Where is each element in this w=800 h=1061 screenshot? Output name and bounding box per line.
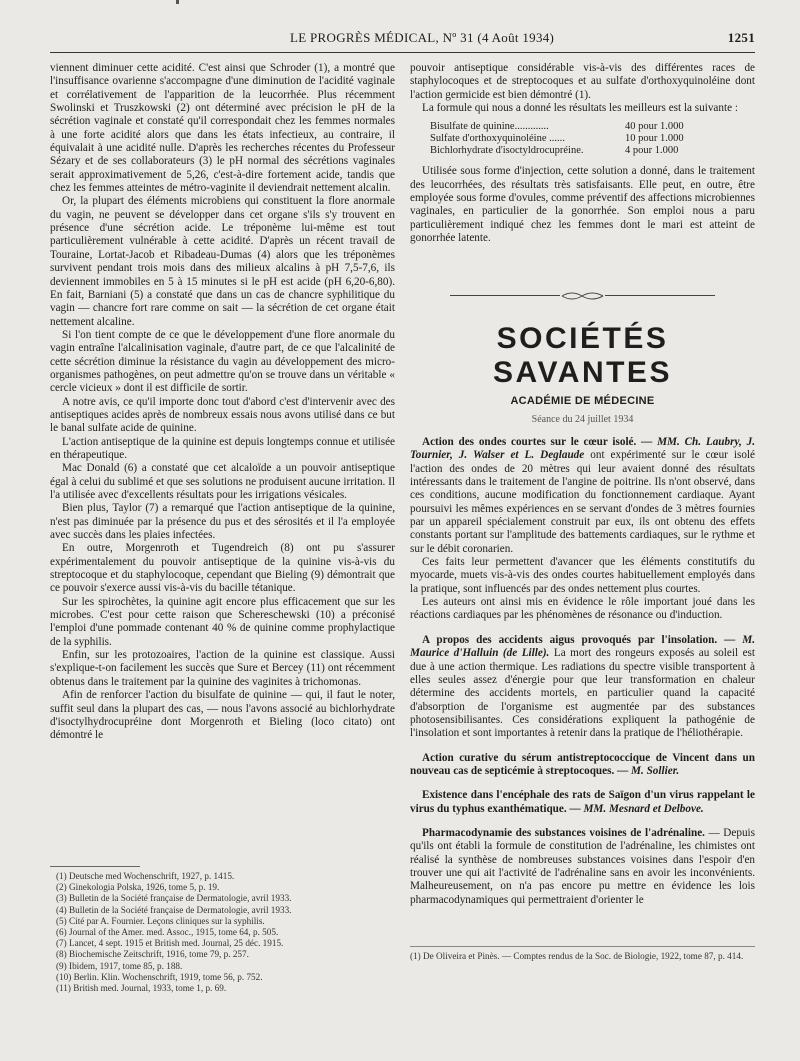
report (410, 436, 755, 556)
ornament-line (605, 295, 715, 296)
report (410, 827, 755, 907)
footnote: (4) Bulletin de la Société française de Dermatologie, avril 1933. (56, 904, 292, 915)
report-title: Existence dans l'encéphale des rats de Saïgon d'un virus rappelant le virus du typhus exanthématique. (410, 789, 755, 815)
paragraph: Afin de renforcer l'action du bisulfate de quinine — qui, il faut le noter, suffit seul dans la plupart des cas, — nous l'avons associé au bichlorhydrate d'isoctylhydrocupréine dont Morgenroth et Bieling (loco citato) ont démontré le (50, 689, 395, 742)
footnote: (2) Ginekologia Polska, 1926, tome 5, p. 19. (56, 882, 220, 893)
footnote: (5) Cité par A. Fournier. Leçons cliniques sur la syphilis. (56, 915, 265, 926)
ornament-flourish (560, 290, 605, 302)
formula-ingredient: Bisulfate de quinine............. (430, 121, 549, 133)
report-authors: — M. Maurice d'Halluin (de Lille). (410, 633, 755, 660)
footnote: (9) Ibidem, 1917, tome 85, p. 188. (56, 960, 183, 971)
report-title: A propos des accidents aigus provoqués par l'insolation. (422, 633, 718, 646)
report-text: La mort des rongeurs exposés au soleil est due à une action thermique. Les radiations du spectre visible transportent à elles seules assez d'énergie pour que leur transformation en chaleur détermine des accidents mortels, en particulier quand la capacité d'absorption de l'organisme est augmentée par des substances photosensibilisantes. Ces considérations expliquent la pathogénie de l'insolation et sont importantes à retenir dans la pratique de l'héliothérapie. (410, 647, 755, 740)
footnote: (11) British med. Journal, 1933, tome 1, p. 69. (56, 983, 227, 994)
report-text: — Depuis qu'ils ont établi la formule de constitution de l'adrénaline, les chimistes ont réalisé la synthèse de nombreuses substances voisines dans l'espoir d'en trouver une qui ait l'activité de l'adrénaline sans en avoir les inconvénients. Malheureusement, on n'a pas encore pu mettre en évidence les lois pharmacodynamiques qui permettraient d'orienter le (410, 826, 756, 906)
paragraph: Bien plus, Taylor (7) a remarqué que l'action antiseptique de la quinine, n'est pas diminuée par la présence du pus et des sérosités et il l'a employée avec succès dans les plaies infectées. (50, 502, 395, 542)
paragraph: Les auteurs ont ainsi mis en évidence le rôle important joué dans les réactions cardiaques par les phénomènes de résonance ou d'induction. (410, 596, 755, 622)
seance-date: Séance du 24 juillet 1934 (531, 414, 634, 425)
paragraph: Si l'on tient compte de ce que le développement d'une flore anormale du vagin entraîne l'alcalinisation vaginale, d'autre part, de ce que l'alcalinité de cette sécrétion diminue la résistance du vagin au développement des micro-organismes pathogènes, on peut admettre qu'on se trouve dans un véritable « cercle vicieux » dont il est difficile de sortir. (50, 328, 395, 395)
paragraph: A notre avis, ce qu'il importe donc tout d'abord c'est d'intervenir avec des antiseptiques acides après de nombreux essais nous avons utilisé dans ce but le banal sulfate acide de quinine. (50, 395, 395, 435)
footnote: (8) Biochemische Zeitschrift, 1916, tome 79, p. 257. (56, 949, 249, 960)
paragraph: Or, la plupart des éléments microbiens qui constituent la flore anormale du vagin, ne peuvent se développer dans cet organe s'ils s'y trouvent en présence d'une sécrétion acide. Le tréponème lui-même est tout particulièrement vulnérable à cette acidité. D'après un récent travail de Touraine, Lortat-Jacob et Ribadeau-Dumas (4) alors que les tréponèmes survivent pendant trois mois dans des milieux alcalins à pH 7,5-7,6, ils deviennent immobiles en 5 à 15 minutes si le pH est acide (pH 6,20-6,80). En fait, Barniani (5) a constaté que dans un cas de chancre syphilitique du vagin — chancre fort rare comme on sait — la sécrétion de cet organe était nettement alcaline. (50, 195, 395, 328)
paragraph: Enfin, sur les protozoaires, l'action de la quinine est classique. Aussi s'explique-t-on facilement les succès que Sure et Bercey (11) ont récemment obtenus dans le traitement par la quinine des vaginites à trichomonas. (50, 649, 395, 688)
report (410, 634, 755, 741)
footnote: (10) Berlin. Klin. Wochenschrift, 1919, tome 56, p. 752. (56, 971, 263, 982)
report-title: Pharmacodynamie des substances voisines de l'adrénaline. (422, 826, 705, 839)
footnote: (1) Deutsche med Wochenschrift, 1927, p. 1415. (56, 871, 235, 881)
formula-ingredient: Bichlorhydrate d'isoctyldrocupréine. (430, 145, 584, 157)
formula-table (430, 121, 755, 157)
section-title: SOCIÉTÉS SAVANTES (493, 322, 672, 389)
paragraph: Utilisée sous forme d'injection, cette solution a donné, dans le traitement des leucorrhées, des résultats très satisfaisants. Elle peut, en outre, être employée sous forme d'ovules, comme préventif des affections microbiennes vaginales, en particulier de la gonorrhée. Son emploi nous a paru particulièrement indiqué chez les femmes dont le mari est atteint de gonorrhée latente. (410, 165, 755, 245)
right-column-reports (410, 436, 755, 918)
header-rule (50, 52, 755, 53)
report-title: Action curative du sérum antistreptococcique de Vincent dans un nouveau cas de septicémie à streptocoques. (410, 751, 755, 777)
footnote: (6) Journal of the Amer. med. Assoc., 1915, tome 64, p. 505. (56, 927, 279, 938)
footnote-rule (50, 866, 140, 867)
paragraph: Mac Donald (6) a constaté que cet alcaloïde a un pouvoir antiseptique égal à celui du sublimé et que ses solutions ne produisent aucune irritation. Il l'a utilisée avec d'excellents résultats pour les irrigations vésicales. (50, 462, 395, 501)
paragraph: La formule qui nous a donné les résultats les meilleurs est la suivante : (422, 102, 738, 115)
footnotes-left (50, 866, 395, 994)
paragraph: viennent diminuer cette acidité. C'est ainsi que Schroder (1), a montré que l'insuffisance ovarienne s'accompagne d'une diminution de l'acidité vaginale et corrélativement de l'apparition de la leucorrhée. Plus récemment Swolinski et Truszkowski (2) ont déterminé avec précision le pH de la sécrétion vaginale et constaté qu'il correspondait chez les femmes normales à une forte acidité alors que dans les états infectieux, au contraire, il équivalait à une acidité nulle. D'après les recherches récentes du Professeur Sézary et de ses collaborateurs (3) le pH normal des sécrétions vaginales serait approximativement de 5,26, c'est-à-dire fortement acide, tandis que chez les femmes atteintes de métro-vaginite il deviendrait nettement alcalin. (50, 62, 395, 195)
formula-quantity: 40 pour 1.000 (625, 121, 684, 133)
formula-row (430, 145, 755, 157)
footnote-rule (410, 946, 755, 947)
formula-quantity: 10 pour 1.000 (625, 133, 684, 145)
report-title: Action des ondes courtes sur le cœur isolé. (422, 436, 637, 448)
report-authors: — MM. Mesnard et Delbove. (569, 802, 704, 815)
footnotes-right (410, 946, 755, 962)
section-ornament (410, 290, 755, 302)
paragraph: En outre, Morgenroth et Tugendreich (8) ont pu s'assurer expérimentalement du pouvoir antiseptique de la quinine vis-à-vis du streptocoque et du staphylocoque, cependant que Bieling (9) démontrait que ce pouvoir s'exerce aussi vis-à-vis du bacille tétanique. (50, 542, 395, 595)
report-authors: — M. Sollier. (617, 764, 680, 777)
paragraph: L'action antiseptique de la quinine est depuis longtemps connue et utilisée en thérapeutique. (50, 435, 395, 461)
formula-row (430, 133, 755, 145)
footnote: (7) Lancet, 4 sept. 1915 et British med. Journal, 25 déc. 1915. (56, 938, 284, 949)
paragraph: Sur les spirochètes, la quinine agit encore plus efficacement que sur les microbes. C'est pour cette raison que Schereschewski (10) a préconisé l'emploi d'une pommade contenant 40 % de quinine comme prophylactique de la syphilis. (50, 595, 395, 648)
formula-quantity: 4 pour 1.000 (625, 145, 679, 157)
formula-ingredient: Sulfate d'orthoxyquinoléine ...... (430, 133, 565, 145)
ornament-line (450, 295, 560, 296)
running-header (50, 30, 755, 52)
formula-row (430, 121, 755, 133)
academy-heading: ACADÉMIE DE MÉDECINE (510, 395, 655, 407)
paragraph: pouvoir antiseptique considérable vis-à-vis des différentes races de staphylocoques et de streptocoques et au sulfate d'orthoxyquinoléine dont l'action germicide est bien démontré (1). (410, 62, 755, 101)
report-authors: — MM. Ch. Laubry, J. Tournier, J. Walser et L. Deglaude (410, 436, 755, 462)
report (410, 752, 755, 779)
footnote: (1) De Oliveira et Pinès. — Comptes rendus de la Soc. de Biologie, 1922, tome 87, p. 414. (410, 951, 744, 961)
report-text: ont expérimenté sur le cœur isolé l'action des ondes de 20 mètres qui leur avaient donné des résultats intéressants dans le traitement de l'angine de poitrine. Ils n'ont observé, dans ces conditions, aucune modification du fonctionnement cardiaque. Ayant poursuivi les mêmes expériences en se servant d'ondes de 3 mètres fournies par un appareil spécialement construit par eux, ils ont obtenu des effets constants portant sur l'amplitude des battements cardiaques, sur le rythme et sur le débit coronarien. (410, 449, 756, 555)
right-column-top (410, 62, 755, 245)
left-column (50, 62, 395, 743)
footnote: (3) Bulletin de la Société française de Dermatologie, avril 1933. (56, 893, 292, 904)
paragraph: Ces faits leur permettent d'avancer que les éléments constitutifs du myocarde, muets vis-à-vis des ondes courtes habituellement employés dans la pratique, sont influencés par des ondes nettement plus courtes. (410, 556, 755, 595)
report (410, 789, 755, 816)
print-mark (176, 0, 179, 4)
page-number: 1251 (727, 30, 755, 45)
journal-title: LE PROGRÈS MÉDICAL, Nº 31 (4 Août 1934) (290, 30, 555, 45)
